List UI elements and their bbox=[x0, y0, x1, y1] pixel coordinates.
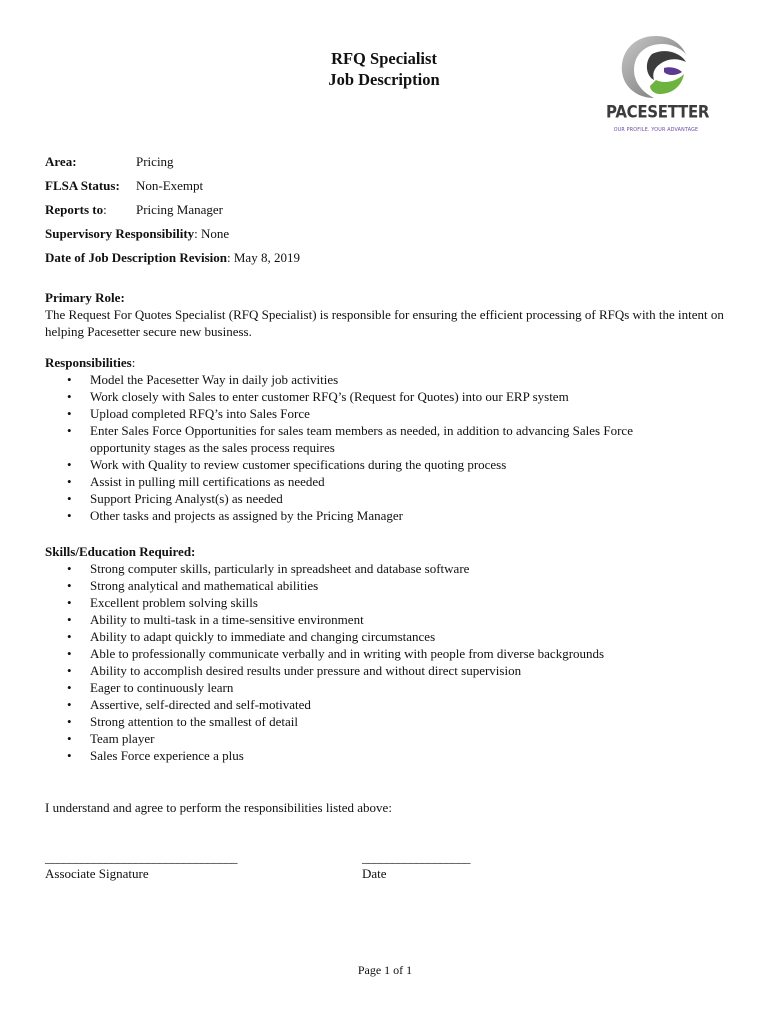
flsa-label: FLSA Status: bbox=[45, 178, 120, 193]
skills-heading: Skills/Education Required: bbox=[45, 544, 196, 559]
list-item: • Sales Force experience a plus bbox=[45, 747, 735, 764]
primary-role-text: The Request For Quotes Specialist (RFQ Specialist) is responsible for ensuring the efficient processing of RFQs with the intent on helping Pacesetter secure new business. bbox=[45, 307, 724, 339]
logo-wordmark: PACESETTER bbox=[606, 101, 710, 123]
list-item: • Excellent problem solving skills bbox=[45, 594, 735, 611]
list-item: • Model the Pacesetter Way in daily job activities bbox=[45, 371, 735, 388]
list-item: • Ability to adapt quickly to immediate and changing circumstances bbox=[45, 628, 735, 645]
field-reports-to bbox=[45, 201, 224, 218]
associate-signature-label: Associate Signature bbox=[45, 866, 149, 881]
pacesetter-logo bbox=[606, 32, 710, 133]
list-item: • Strong attention to the smallest of detail bbox=[45, 713, 735, 730]
primary-role-section bbox=[45, 289, 735, 340]
logo-tagline: OUR PROFILE. YOUR ADVANTAGE bbox=[613, 128, 699, 133]
list-item: • Strong analytical and mathematical abilities bbox=[45, 577, 735, 594]
title-line-1: RFQ Specialist bbox=[331, 49, 437, 68]
revision-label: Date of Job Description Revision bbox=[45, 250, 227, 265]
date-line: __________________ bbox=[362, 850, 470, 865]
reports-value: Pricing Manager bbox=[136, 202, 224, 217]
acknowledgement-text: I understand and agree to perform the responsibilities listed above: bbox=[45, 800, 392, 815]
associate-signature-line: ________________________________ bbox=[45, 850, 237, 865]
responsibilities-colon: : bbox=[131, 355, 136, 370]
list-item: • Work closely with Sales to enter customer RFQ’s (Request for Quotes) into our ERP system bbox=[45, 388, 735, 405]
list-item: • Eager to continuously learn bbox=[45, 679, 735, 696]
flsa-value: Non-Exempt bbox=[136, 178, 204, 193]
supervisory-value: : None bbox=[194, 226, 230, 241]
list-item: • Other tasks and projects as assigned by the Pricing Manager bbox=[45, 507, 735, 524]
page-number: Page 1 of 1 bbox=[357, 963, 413, 977]
list-item: • Support Pricing Analyst(s) as needed bbox=[45, 490, 735, 507]
field-supervisory bbox=[45, 225, 229, 242]
area-label: Area: bbox=[45, 154, 77, 169]
skills-section bbox=[45, 543, 735, 764]
title-line-2: Job Description bbox=[328, 70, 440, 89]
list-item: • Ability to accomplish desired results under pressure and without direct supervision bbox=[45, 662, 735, 679]
logo-swoosh-icon bbox=[606, 32, 706, 104]
list-item: • Able to professionally communicate verbally and in writing with people from diverse backgrounds bbox=[45, 645, 735, 662]
list-item: • Work with Quality to review customer specifications during the quoting process bbox=[45, 456, 735, 473]
responsibilities-section bbox=[45, 354, 735, 524]
field-area bbox=[45, 153, 174, 170]
field-flsa bbox=[45, 177, 204, 194]
revision-value: : May 8, 2019 bbox=[227, 250, 300, 265]
list-item: • Team player bbox=[45, 730, 735, 747]
list-item: • Enter Sales Force Opportunities for sales team members as needed, in addition to advancing Sales Force opportunity stages as the sales process requires bbox=[45, 422, 735, 456]
area-value: Pricing bbox=[136, 154, 174, 169]
skills-list bbox=[45, 560, 735, 764]
list-item: • Ability to multi-task in a time-sensitive environment bbox=[45, 611, 735, 628]
list-item: • Strong computer skills, particularly in spreadsheet and database software bbox=[45, 560, 735, 577]
responsibilities-heading: Responsibilities bbox=[45, 355, 132, 370]
reports-colon: : bbox=[103, 202, 107, 217]
supervisory-label: Supervisory Responsibility bbox=[45, 226, 195, 241]
list-item: • Upload completed RFQ’s into Sales Force bbox=[45, 405, 735, 422]
field-revision-date bbox=[45, 249, 300, 266]
list-item: • Assertive, self-directed and self-motivated bbox=[45, 696, 735, 713]
primary-role-heading: Primary Role: bbox=[45, 290, 125, 305]
date-label: Date bbox=[362, 866, 387, 881]
reports-label: Reports to bbox=[45, 202, 104, 217]
responsibilities-list bbox=[45, 371, 735, 524]
list-item: • Assist in pulling mill certifications as needed bbox=[45, 473, 735, 490]
page-title bbox=[284, 48, 484, 90]
